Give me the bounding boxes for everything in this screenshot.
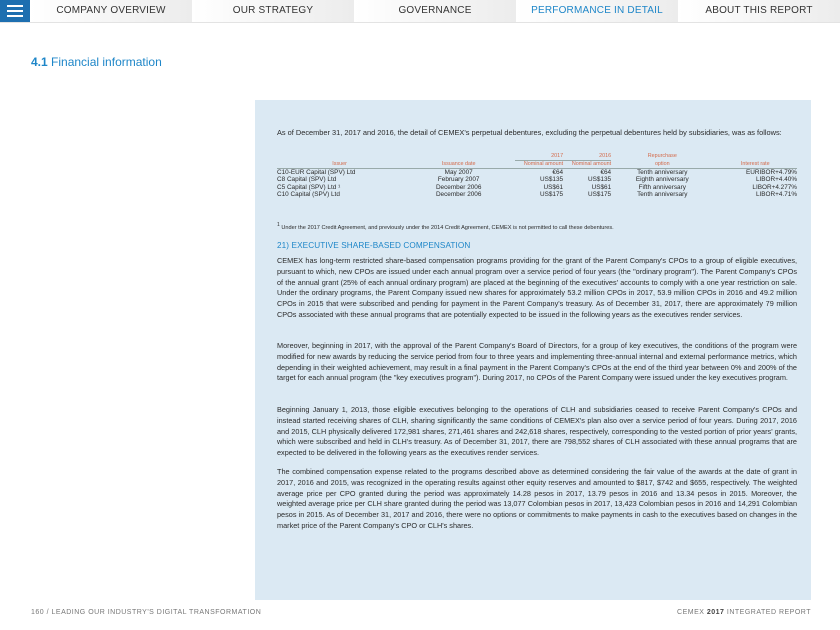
- footer-brand: CEMEX: [677, 609, 705, 616]
- cell-nominal-2017: US$61: [543, 183, 564, 191]
- cell-nominal-2016: €64: [600, 169, 612, 176]
- table-row: [277, 176, 797, 183]
- top-navigation: [0, 0, 840, 23]
- paragraph-2: Moreover, beginning in 2017, with the approval of the Parent Company's Board of Directors, for a group of key executives, the conditions of the program were modified for new awards by reducing the service period from four to three years and implementing three-annual internal and external performance metrics, which depending in their weighted achievement, may result in a final payment in the Parent Company's CPOs at the end of the third year between 0% and 200% of the target for each annual program (the "key executives program"). During 2017, no CPOs of the Parent Company were issued under the key executives program.: [277, 341, 797, 383]
- table-footnote: [277, 222, 797, 231]
- tab-performance-in-detail[interactable]: PERFORMANCE IN DETAIL: [516, 0, 678, 22]
- header-nominal-2016: Nominal amount: [563, 161, 611, 169]
- footer-year: 2017: [706, 609, 725, 616]
- table-row: [277, 184, 797, 191]
- tab-company-overview[interactable]: COMPANY OVERVIEW: [30, 0, 192, 22]
- cell-date: February 2007: [437, 176, 480, 184]
- header-issuer: Issuer: [277, 161, 402, 169]
- subheading: 21) EXECUTIVE SHARE-BASED COMPENSATION: [277, 241, 471, 250]
- column-year-2016: 2016: [563, 153, 611, 161]
- table-row: [277, 191, 797, 198]
- paragraph-3: Beginning January 1, 2013, those eligible executives belonging to the operations of CLH and subsidiaries ceased to receive Parent Company's CPOs and instead started receiving shares of CLH, sharing significantly the same conditions of CEMEX's plan also over a service period of four years. During 2017, 2016 and 2015, CLH physically delivered 172,981 shares, 271,461 shares and 242,618 shares, respectively, corresponding to the vested portion of prior years' grants, which were subscribed and held in CLH's treasury. As of December 31, 2017, there are 798,552 shares of CLH associated with these annual programs that are expected to be delivered in the following years as the executives render services.: [277, 405, 797, 458]
- cell-option: Tenth anniversary: [637, 169, 688, 176]
- header-interest-rate: Interest rate: [713, 161, 797, 169]
- cell-issuer: C8 Capital (SPV) Ltd: [277, 176, 337, 184]
- cell-option: Eighth anniversary: [635, 176, 689, 184]
- section-number: 4.1: [31, 55, 48, 69]
- cell-nominal-2016: US$61: [591, 183, 612, 191]
- cell-date: December 2006: [435, 190, 482, 198]
- perpetual-debentures-table: [277, 153, 797, 198]
- cell-nominal-2016: US$175: [588, 190, 612, 198]
- cell-issuer: C10 Capital (SPV) Ltd: [277, 190, 340, 198]
- cell-issuer: C10-EUR Capital (SPV) Ltd: [277, 169, 356, 176]
- cell-rate: LIBOR+4.71%: [755, 190, 797, 198]
- cell-nominal-2017: US$175: [539, 190, 564, 198]
- cell-rate: EURIBOR+4.79%: [746, 169, 797, 176]
- table-row: [277, 169, 797, 177]
- tab-our-strategy[interactable]: OUR STRATEGY: [192, 0, 354, 22]
- intro-paragraph: As of December 31, 2017 and 2016, the detail of CEMEX's perpetual debentures, excluding the perpetual debentures held by subsidiaries, was as follows:: [277, 128, 782, 137]
- footnote-marker: 1: [277, 222, 280, 228]
- hamburger-menu-icon[interactable]: [0, 0, 30, 22]
- section-title: [31, 55, 162, 69]
- cell-option: Tenth anniversary: [637, 190, 688, 198]
- header-issuance-date: Issuance date: [402, 161, 515, 169]
- column-year-2017: 2017: [515, 153, 563, 161]
- cell-rate: LIBOR+4.40%: [755, 176, 797, 184]
- header-option: option: [611, 161, 713, 169]
- footer-report-title: [677, 609, 811, 616]
- paragraph-1: CEMEX has long-term restricted share-based compensation programs providing for the grant of the Parent Company's CPOs to a group of eligible executives, pursuant to which, new CPOs are issued under each annual program over a service period of four years (the "ordinary program"). The Parent Company's CPOs of the annual grant (25% of each annual ordinary program) are placed at the beginning of the executives' accounts to comply with a one year restriction on sale. Under the ordinary programs, the Parent Company issued new shares for approximately 53.2 million CPOs in 2017, 53.9 million CPOs in 2016 and 49.2 million CPOs in 2015 that were subscribed and pending for payment in the Parent Company's treasury. As of December 31, 2017, there are approximately 79 million CPOs associated with these annual programs that are potentially expected to be issued in the following years as the executives render services.: [277, 256, 797, 319]
- section-name: Financial information: [51, 55, 162, 69]
- header-nominal-2017: Nominal amount: [515, 161, 563, 169]
- footer-page-label: 160 / LEADING OUR INDUSTRY'S DIGITAL TRANSFORMATION: [31, 609, 262, 616]
- cell-rate: LIBOR+4.277%: [752, 183, 797, 191]
- footer-report-label: INTEGRATED REPORT: [726, 609, 811, 616]
- cell-nominal-2016: US$135: [588, 176, 612, 184]
- paragraph-4: The combined compensation expense related to the programs described above as determined considering the fair value of the awards at the date of grant in 2017, 2016 and 2015, was recognized in the operating results against other equity reserves and amounted to $817, $742 and $655, respectively. The weighted average price per CPO granted during the period was approximately 14.28 pesos in 2017, 13.79 pesos in 2016 and 13.34 pesos in 2015. Moreover, the weighted average price per CLH share granted during the period was 13,077 Colombian pesos in 2017, 13,423 Colombian pesos in 2016 and 14,291 Colombian pesos in 2015. As of December 31, 2017 and 2016, there were no options or commitments to make payments in cash to the executives based on changes in the market price of the Parent Company's CPO or CLH's shares.: [277, 467, 797, 530]
- cell-nominal-2017: US$135: [539, 176, 564, 184]
- tab-about-this-report[interactable]: ABOUT THIS REPORT: [678, 0, 840, 22]
- cell-nominal-2017: €64: [552, 169, 564, 176]
- tab-governance[interactable]: GOVERNANCE: [354, 0, 516, 22]
- cell-date: May 2007: [444, 169, 473, 176]
- cell-date: December 2006: [435, 183, 482, 191]
- cell-option: Fifth anniversary: [638, 183, 686, 191]
- cell-issuer: C5 Capital (SPV) Ltd ¹: [277, 183, 341, 191]
- footnote-text: Under the 2017 Credit Agreement, and previously under the 2014 Credit Agreement, CEMEX is not permitted to call these debentures.: [281, 224, 614, 231]
- header-repurchase: Repurchase: [647, 153, 677, 160]
